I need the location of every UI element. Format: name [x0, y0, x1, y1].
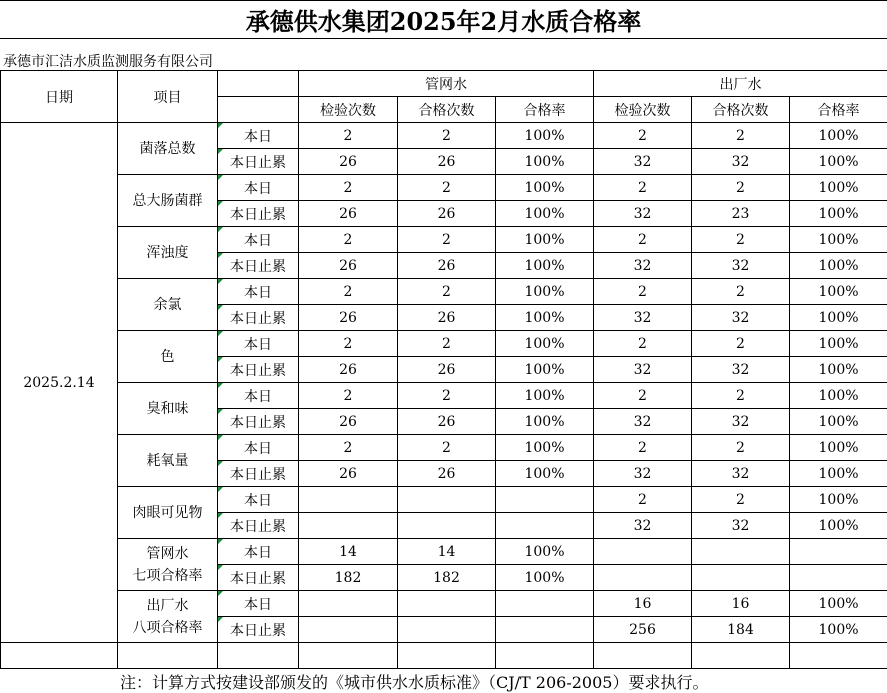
- value-cell: 100%: [790, 435, 887, 461]
- period-today-label: [218, 331, 299, 357]
- value-cell: 2: [594, 383, 692, 409]
- blank-cell: [299, 643, 398, 669]
- comment-marker-icon: [218, 617, 223, 622]
- value-cell: 100%: [790, 175, 887, 201]
- value-cell: 26: [299, 201, 398, 227]
- period-label-text: 本日止累: [230, 570, 286, 587]
- value-cell: 32: [594, 305, 692, 331]
- value-cell: [692, 565, 790, 591]
- period-cumulative-label: [218, 565, 299, 591]
- value-cell: 100%: [790, 461, 887, 487]
- value-cell: 100%: [790, 331, 887, 357]
- value-cell: 2: [594, 175, 692, 201]
- period-label-text: 本日止累: [230, 466, 286, 483]
- comment-marker-icon: [218, 253, 223, 258]
- period-label-text: 本日止累: [230, 154, 286, 171]
- value-cell: 2: [398, 331, 496, 357]
- value-cell: [299, 617, 398, 643]
- value-cell: 2: [594, 123, 692, 149]
- item-label: 耗氧量: [118, 435, 218, 487]
- value-cell: 256: [594, 617, 692, 643]
- value-cell: 32: [692, 253, 790, 279]
- period-label-text: 本日: [244, 544, 272, 561]
- value-cell: [398, 513, 496, 539]
- value-cell: 32: [692, 461, 790, 487]
- value-cell: 2: [299, 227, 398, 253]
- comment-marker-icon: [218, 227, 223, 232]
- period-label-text: 本日: [244, 336, 272, 353]
- period-cumulative-label: [218, 617, 299, 643]
- header-date: 日期: [1, 71, 118, 123]
- item-label: 总大肠菌群: [118, 175, 218, 227]
- table-row: [1, 279, 887, 305]
- value-cell: [594, 539, 692, 565]
- comment-marker-icon: [218, 409, 223, 414]
- value-cell: 32: [692, 357, 790, 383]
- header-plant-pass-count: 合格次数: [692, 97, 790, 123]
- value-cell: 100%: [790, 201, 887, 227]
- value-cell: 32: [594, 461, 692, 487]
- blank-cell: [594, 643, 692, 669]
- period-today-label: [218, 539, 299, 565]
- period-label-text: 本日: [244, 492, 272, 509]
- value-cell: 2: [692, 227, 790, 253]
- value-cell: 2: [299, 331, 398, 357]
- period-label-text: 本日止累: [230, 258, 286, 275]
- value-cell: 2: [398, 227, 496, 253]
- value-cell: 100%: [790, 357, 887, 383]
- value-cell: [496, 487, 594, 513]
- value-cell: 100%: [790, 409, 887, 435]
- page-title: 承德供水集团2025年2月水质合格率: [0, 0, 887, 39]
- value-cell: [299, 487, 398, 513]
- comment-marker-icon: [218, 487, 223, 492]
- value-cell: 100%: [496, 331, 594, 357]
- period-label-text: 本日: [244, 388, 272, 405]
- value-cell: 100%: [790, 227, 887, 253]
- comment-marker-icon: [218, 539, 223, 544]
- blank-cell: [118, 643, 218, 669]
- comment-marker-icon: [218, 435, 223, 440]
- table-row: [1, 539, 887, 565]
- header-plant-water: 出厂水: [594, 71, 887, 97]
- value-cell: 26: [398, 357, 496, 383]
- table-row: [1, 331, 887, 357]
- value-cell: [790, 565, 887, 591]
- value-cell: 16: [692, 591, 790, 617]
- period-today-label: [218, 279, 299, 305]
- table-row: [1, 227, 887, 253]
- blank-cell: [398, 643, 496, 669]
- table-body: [1, 123, 887, 669]
- period-today-label: [218, 383, 299, 409]
- value-cell: 32: [594, 149, 692, 175]
- value-cell: 2: [692, 279, 790, 305]
- value-cell: [496, 591, 594, 617]
- period-label-text: 本日: [244, 440, 272, 457]
- period-today-label: [218, 123, 299, 149]
- value-cell: 182: [398, 565, 496, 591]
- value-cell: [398, 591, 496, 617]
- value-cell: 2: [299, 175, 398, 201]
- header-item: 项目: [118, 71, 218, 123]
- table-row: [1, 383, 887, 409]
- value-cell: [594, 565, 692, 591]
- value-cell: 2: [398, 435, 496, 461]
- value-cell: 2: [299, 383, 398, 409]
- value-cell: 26: [398, 409, 496, 435]
- header-blank-2: [218, 97, 299, 123]
- header-network-pass-rate: 合格率: [496, 97, 594, 123]
- comment-marker-icon: [218, 513, 223, 518]
- value-cell: 2: [692, 435, 790, 461]
- value-cell: 26: [299, 149, 398, 175]
- value-cell: 2: [594, 331, 692, 357]
- header-network-water: 管网水: [299, 71, 594, 97]
- value-cell: 100%: [790, 513, 887, 539]
- period-cumulative-label: [218, 201, 299, 227]
- value-cell: 26: [398, 305, 496, 331]
- comment-marker-icon: [218, 149, 223, 154]
- blank-cell: [1, 643, 118, 669]
- value-cell: 14: [398, 539, 496, 565]
- value-cell: 32: [692, 305, 790, 331]
- period-label-text: 本日止累: [230, 622, 286, 639]
- value-cell: 100%: [496, 253, 594, 279]
- value-cell: [496, 617, 594, 643]
- comment-marker-icon: [218, 305, 223, 310]
- item-label: 色: [118, 331, 218, 383]
- company-name: 承德市汇洁水质监测服务有限公司: [3, 54, 213, 70]
- item-label: 出厂水 八项合格率: [118, 591, 218, 643]
- table-row: [1, 123, 887, 149]
- value-cell: 32: [692, 149, 790, 175]
- value-cell: 32: [594, 513, 692, 539]
- value-cell: 26: [398, 461, 496, 487]
- value-cell: 100%: [496, 565, 594, 591]
- footnote: 注：计算方式按建设部颁发的《城市供水水质标准》（CJ/T 206-2005）要求执行。: [120, 673, 709, 692]
- date-cell: 2025.2.14: [1, 123, 118, 643]
- value-cell: 32: [692, 513, 790, 539]
- period-cumulative-label: [218, 461, 299, 487]
- value-cell: 32: [594, 201, 692, 227]
- value-cell: 2: [692, 383, 790, 409]
- period-today-label: [218, 435, 299, 461]
- period-today-label: [218, 175, 299, 201]
- value-cell: 100%: [496, 357, 594, 383]
- period-cumulative-label: [218, 513, 299, 539]
- value-cell: 100%: [496, 123, 594, 149]
- period-cumulative-label: [218, 357, 299, 383]
- blank-cell: [692, 643, 790, 669]
- value-cell: 26: [299, 357, 398, 383]
- value-cell: 100%: [790, 279, 887, 305]
- value-cell: 2: [398, 383, 496, 409]
- value-cell: [496, 513, 594, 539]
- value-cell: 2: [692, 175, 790, 201]
- value-cell: 26: [299, 253, 398, 279]
- item-label: 管网水 七项合格率: [118, 539, 218, 591]
- value-cell: 2: [398, 279, 496, 305]
- value-cell: 100%: [496, 383, 594, 409]
- value-cell: 26: [398, 201, 496, 227]
- value-cell: 2: [594, 227, 692, 253]
- value-cell: 32: [594, 253, 692, 279]
- blank-row: [1, 643, 887, 669]
- period-cumulative-label: [218, 305, 299, 331]
- value-cell: [299, 513, 398, 539]
- item-label: 菌落总数: [118, 123, 218, 175]
- value-cell: [398, 617, 496, 643]
- value-cell: 2: [692, 123, 790, 149]
- period-label-text: 本日止累: [230, 414, 286, 431]
- value-cell: 184: [692, 617, 790, 643]
- value-cell: 32: [594, 357, 692, 383]
- value-cell: 100%: [496, 149, 594, 175]
- value-cell: [692, 539, 790, 565]
- value-cell: 32: [692, 409, 790, 435]
- header-network-test-count: 检验次数: [299, 97, 398, 123]
- comment-marker-icon: [218, 565, 223, 570]
- period-label-text: 本日止累: [230, 206, 286, 223]
- value-cell: 100%: [790, 487, 887, 513]
- value-cell: 100%: [496, 539, 594, 565]
- header-blank: [218, 71, 299, 97]
- period-today-label: [218, 591, 299, 617]
- value-cell: 100%: [496, 461, 594, 487]
- blank-cell: [218, 643, 299, 669]
- period-cumulative-label: [218, 253, 299, 279]
- value-cell: 16: [594, 591, 692, 617]
- value-cell: 2: [299, 279, 398, 305]
- comment-marker-icon: [218, 461, 223, 466]
- period-label-text: 本日: [244, 284, 272, 301]
- value-cell: 100%: [790, 305, 887, 331]
- value-cell: 100%: [790, 253, 887, 279]
- period-today-label: [218, 487, 299, 513]
- table-row: [1, 175, 887, 201]
- period-cumulative-label: [218, 149, 299, 175]
- value-cell: 26: [299, 461, 398, 487]
- value-cell: 2: [594, 279, 692, 305]
- comment-marker-icon: [218, 279, 223, 284]
- value-cell: 100%: [496, 227, 594, 253]
- value-cell: 2: [398, 123, 496, 149]
- value-cell: 100%: [790, 149, 887, 175]
- value-cell: 2: [594, 435, 692, 461]
- table-row: [1, 591, 887, 617]
- header-plant-test-count: 检验次数: [594, 97, 692, 123]
- period-label-text: 本日: [244, 128, 272, 145]
- value-cell: 23: [692, 201, 790, 227]
- period-label-text: 本日止累: [230, 518, 286, 535]
- value-cell: 100%: [496, 279, 594, 305]
- value-cell: 26: [299, 409, 398, 435]
- comment-marker-icon: [218, 383, 223, 388]
- value-cell: 2: [594, 487, 692, 513]
- value-cell: 2: [692, 331, 790, 357]
- header-network-pass-count: 合格次数: [398, 97, 496, 123]
- value-cell: 100%: [496, 175, 594, 201]
- period-label-text: 本日止累: [230, 362, 286, 379]
- value-cell: 26: [398, 149, 496, 175]
- period-label-text: 本日: [244, 232, 272, 249]
- value-cell: 2: [299, 435, 398, 461]
- value-cell: 100%: [496, 435, 594, 461]
- value-cell: 2: [398, 175, 496, 201]
- comment-marker-icon: [218, 123, 223, 128]
- value-cell: 100%: [496, 409, 594, 435]
- item-label: 肉眼可见物: [118, 487, 218, 539]
- comment-marker-icon: [218, 591, 223, 596]
- value-cell: 100%: [790, 591, 887, 617]
- item-label: 臭和味: [118, 383, 218, 435]
- value-cell: [398, 487, 496, 513]
- value-cell: 100%: [790, 123, 887, 149]
- value-cell: [790, 539, 887, 565]
- value-cell: 2: [692, 487, 790, 513]
- period-label-text: 本日: [244, 180, 272, 197]
- item-label: 浑浊度: [118, 227, 218, 279]
- header-plant-pass-rate: 合格率: [790, 97, 887, 123]
- period-label-text: 本日: [244, 596, 272, 613]
- value-cell: 26: [299, 305, 398, 331]
- water-quality-table: [0, 70, 887, 669]
- value-cell: 32: [594, 409, 692, 435]
- comment-marker-icon: [218, 331, 223, 336]
- value-cell: 26: [398, 253, 496, 279]
- item-label: 余氯: [118, 279, 218, 331]
- comment-marker-icon: [218, 175, 223, 180]
- blank-cell: [496, 643, 594, 669]
- blank-cell: [790, 643, 887, 669]
- period-today-label: [218, 227, 299, 253]
- comment-marker-icon: [218, 357, 223, 362]
- comment-marker-icon: [218, 201, 223, 206]
- table-row: [1, 487, 887, 513]
- value-cell: 100%: [496, 305, 594, 331]
- value-cell: 100%: [496, 201, 594, 227]
- value-cell: 2: [299, 123, 398, 149]
- value-cell: 182: [299, 565, 398, 591]
- value-cell: 14: [299, 539, 398, 565]
- table-row: [1, 435, 887, 461]
- value-cell: [299, 591, 398, 617]
- period-label-text: 本日止累: [230, 310, 286, 327]
- value-cell: 100%: [790, 383, 887, 409]
- period-cumulative-label: [218, 409, 299, 435]
- value-cell: 100%: [790, 617, 887, 643]
